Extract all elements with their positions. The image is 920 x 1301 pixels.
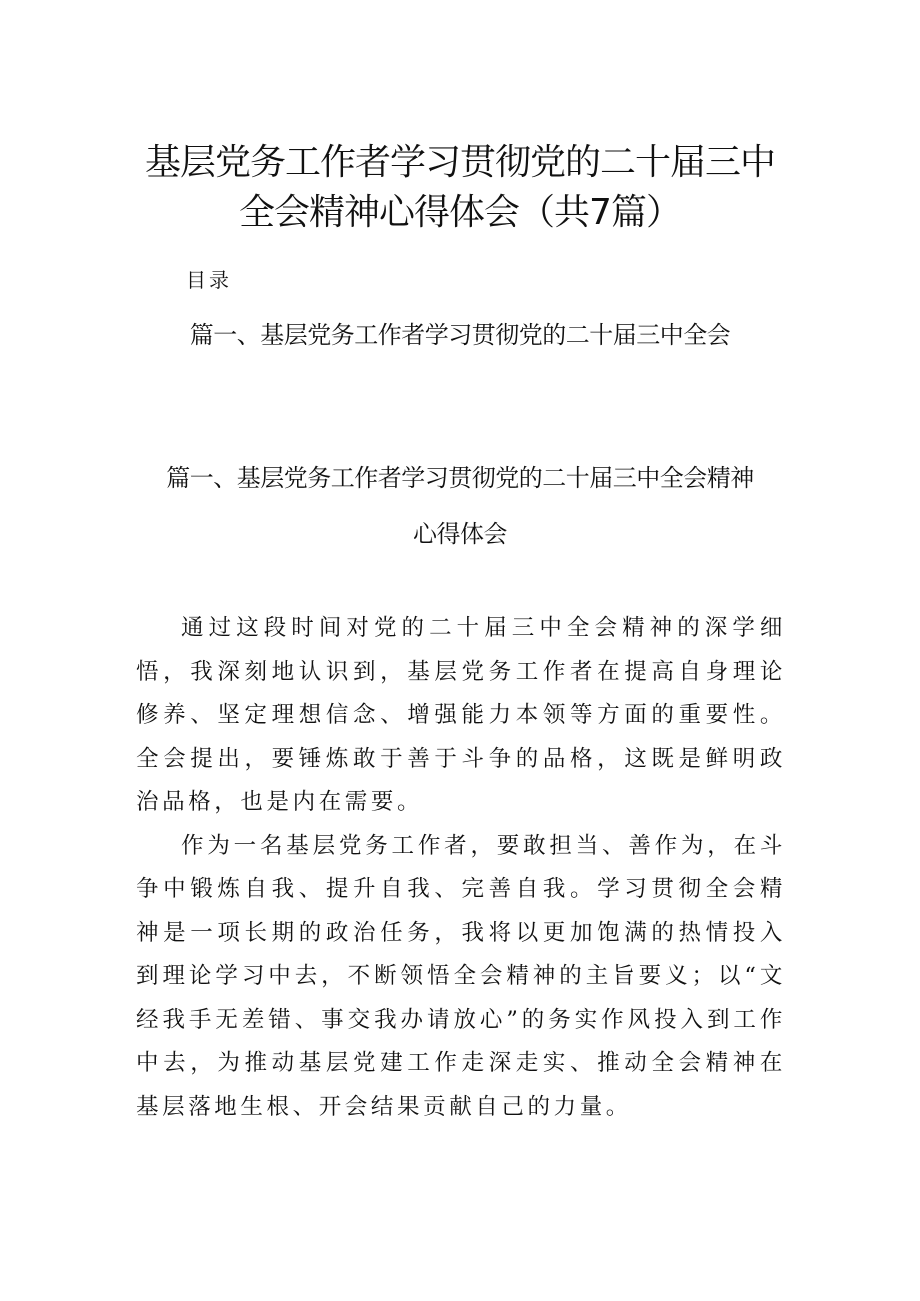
document-title [0,138,920,238]
section-title-line-2: 心得体会 [413,520,507,548]
body-paragraph: 作为一名基层党务工作者，要敢担当、善作为，在斗争中锻炼自我、提升自我、完善自我。学习贯彻全会精神是一项长期的政治任务，我将以更加饱满的热情投入到理论学习中去，不断领悟全会精神的主旨要义；以“文经我手无差错、事交我办请放心”的务实作风投入到工作中去，为推动基层党建工作走深走实、推动全会精神在基层落地生根、开会结果贡献自己的力量。 [136,832,786,1120]
body-paragraph: 通过这段时间对党的二十届三中全会精神的深学细悟，我深刻地认识到，基层党务工作者在提高自身理论修养、坚定理想信念、增强能力本领等方面的重要性。全会提出，要锤炼敢于善于斗争的品格，这既是鲜明政治品格，也是内在需要。 [136,615,786,815]
document-title-line-1: 基层党务工作者学习贯彻党的二十届三中 [144,142,775,183]
document-title-line-2: 全会精神心得体会（共7篇） [239,192,681,233]
toc-label: 目录 [186,268,232,292]
section-title-line-1: 篇一、基层党务工作者学习贯彻党的二十届三中全会精神 [166,464,754,492]
section-title [0,450,920,562]
toc-item[interactable]: 篇一、基层党务工作者学习贯彻党的二十届三中全会 [189,321,731,349]
section-body [136,607,786,1129]
